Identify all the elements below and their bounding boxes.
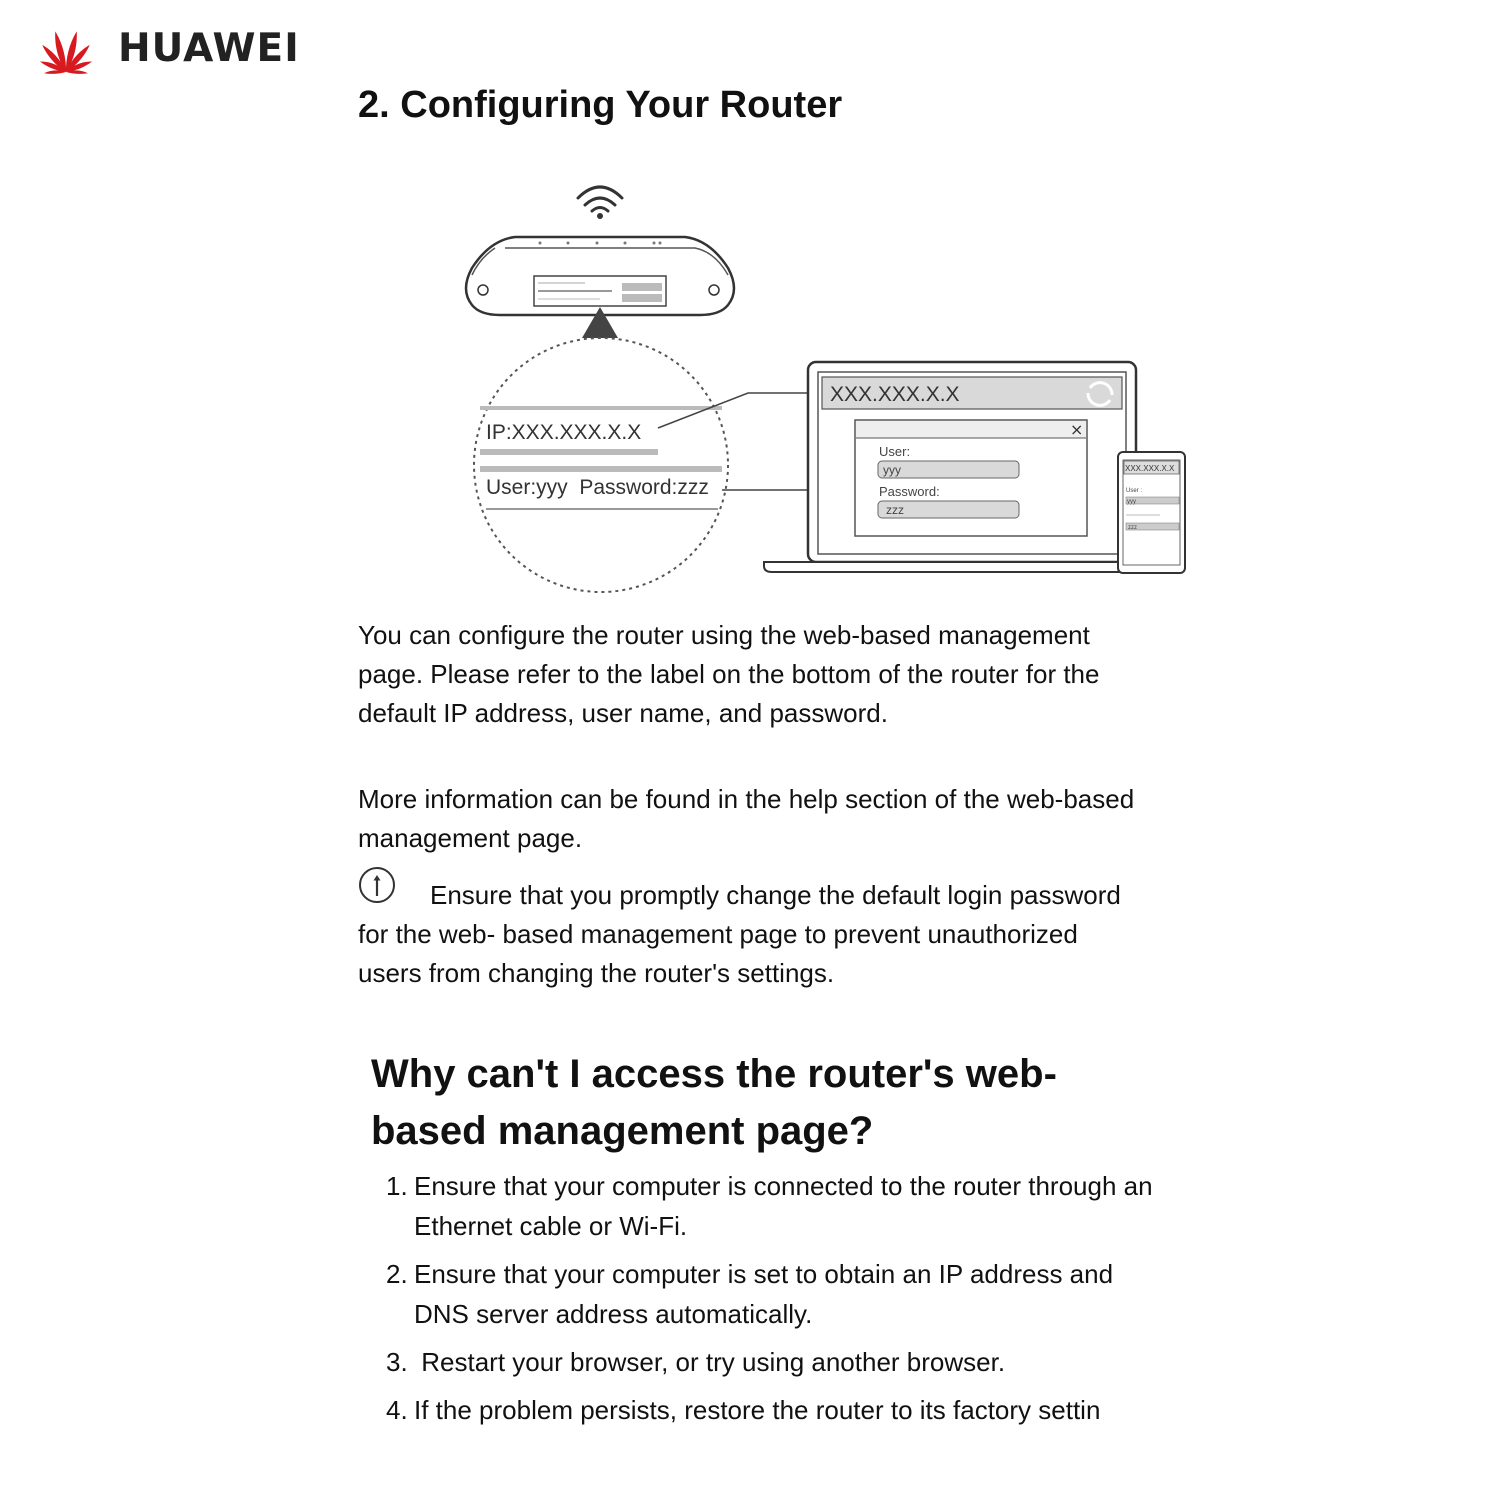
intro-paragraph: You can configure the router using the web-based management page. Please refer to the label on the bottom of the router for the default IP address, user name, and password. [358,620,1100,728]
section-title: 2. Configuring Your Router [358,84,843,126]
close-icon: × [1070,420,1084,439]
faq-item-number: 2. [386,1259,408,1289]
faq-item-number: 4. [386,1395,408,1425]
phone-user-value: yyy [1127,499,1136,505]
phone-user-label: User : [1126,488,1143,494]
brand-name: HUAWEI [118,26,300,71]
help-paragraph: More information can be found in the help section of the web-based management page. [358,784,1135,853]
faq-item-4 [386,1390,1166,1430]
faq-title: Why can't I access the router's web-based management page? [371,1052,1057,1153]
router-setup-illustration [440,178,1200,598]
faq-item-text: If the problem persists, restore the router to its factory settin [414,1395,1101,1425]
phone-address: XXX.XXX.X.X [1125,464,1175,473]
faq-item-text: Ensure that your computer is set to obtain an IP address and DNS server address automatically. [414,1259,1114,1329]
label-ip: IP:XXX.XXX.X.X [486,421,642,444]
wifi-icon [578,187,622,219]
faq-item-number: 3. [386,1347,408,1377]
faq-item-text: Ensure that your computer is connected to the router through an Ethernet cable or Wi-Fi. [414,1171,1153,1241]
phone-password-value: zzz [1128,525,1137,531]
laptop-device [764,362,1136,572]
faq-item-number: 1. [386,1171,408,1201]
faq-list [386,1166,1166,1438]
security-note-text: Ensure that you promptly change the default login password for the web- based management page to prevent unauthorized users from changing the router's settings. [358,880,1121,988]
security-note [358,876,1138,993]
browser-address: XXX.XXX.X.X [830,383,960,406]
router-device [466,237,734,338]
magnified-label [474,338,728,592]
faq-item-3 [386,1342,1166,1382]
login-user-label: User: [879,444,911,459]
label-credentials: User:yyy Password:zzz [486,476,709,499]
phone-device [1118,452,1185,573]
faq-item-text: Restart your browser, or try using another browser. [414,1347,1006,1377]
login-password-value: zzz [886,503,904,517]
login-user-value: yyy [883,463,901,477]
faq-item-1 [386,1166,1166,1246]
faq-item-2 [386,1254,1166,1334]
login-password-label: Password: [879,484,940,499]
